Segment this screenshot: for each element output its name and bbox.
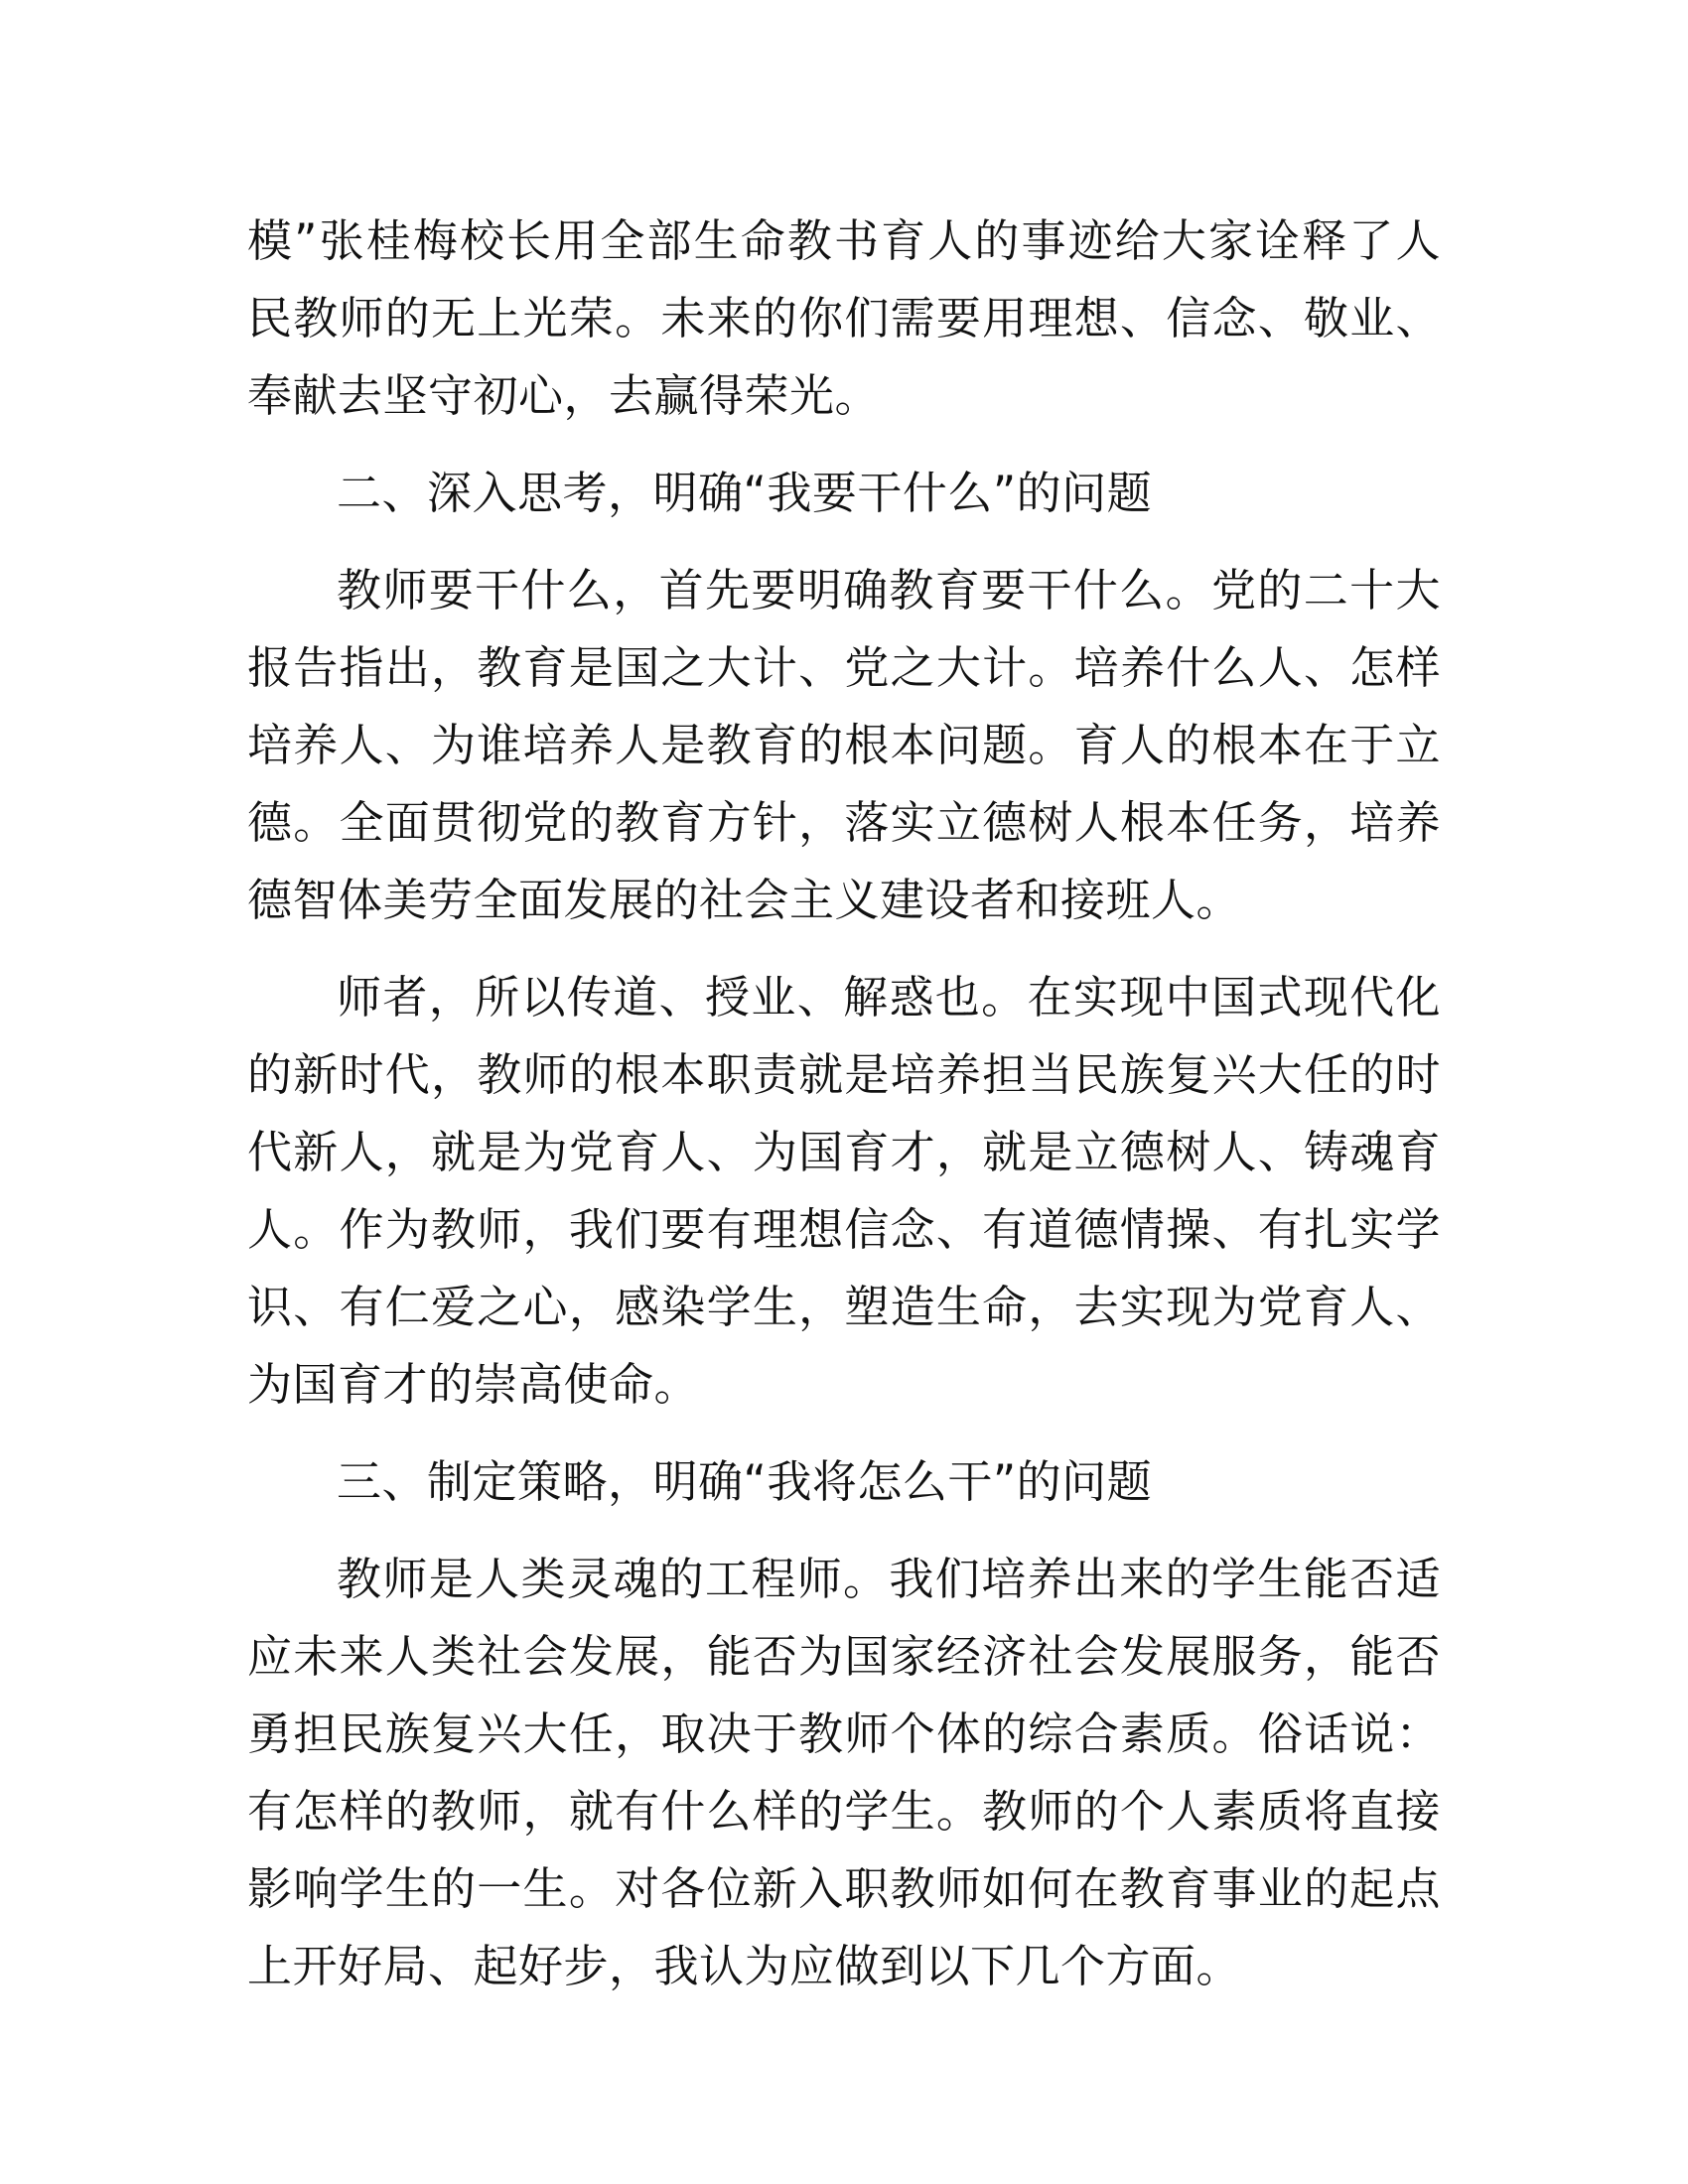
paragraph-education-goal: 教师要干什么，首先要明确教育要干什么。党的二十大报告指出，教育是国之大计、党之大计。培养什么人、怎样培养人、为谁培养人是教育的根本问题。育人的根本在于立德。全面贯彻党的教育方针，落实立德树人根本任务，培养德智体美劳全面发展的社会主义建设者和接班人。 [247, 564, 1441, 926]
paragraph-teacher-duty: 师者，所以传道、授业、解惑也。在实现中国式现代化的新时代，教师的根本职责就是培养担当民族复兴大任的时代新人，就是为党育人、为国育才，就是立德树人、铸魂育人。作为教师，我们要有理想信念、有道德情操、有扎实学识、有仁爱之心，感染学生，塑造生命，去实现为党育人、为国育才的崇高使命。 [247, 971, 1441, 1411]
document-page [247, 203, 1441, 2005]
section-heading-2: 二、深入思考，明确“我要干什么”的问题 [337, 467, 1153, 519]
paragraph-teacher-quality: 教师是人类灵魂的工程师。我们培养出来的学生能否适应未来人类社会发展，能否为国家经济社会发展服务，能否勇担民族复兴大任，取决于教师个体的综合素质。俗话说：有怎样的教师，就有什么样的学生。教师的个人素质将直接影响学生的一生。对各位新入职教师如何在教育事业的起点上开好局、起好步，我认为应做到以下几个方面。 [247, 1553, 1441, 1992]
section-heading-3: 三、制定策略，明确“我将怎么干”的问题 [337, 1455, 1153, 1508]
paragraph-continued: 模”张桂梅校长用全部生命教书育人的事迹给大家诠释了人民教师的无上光荣。未来的你们需要用理想、信念、敬业、奉献去坚守初心，去赢得荣光。 [247, 214, 1441, 422]
